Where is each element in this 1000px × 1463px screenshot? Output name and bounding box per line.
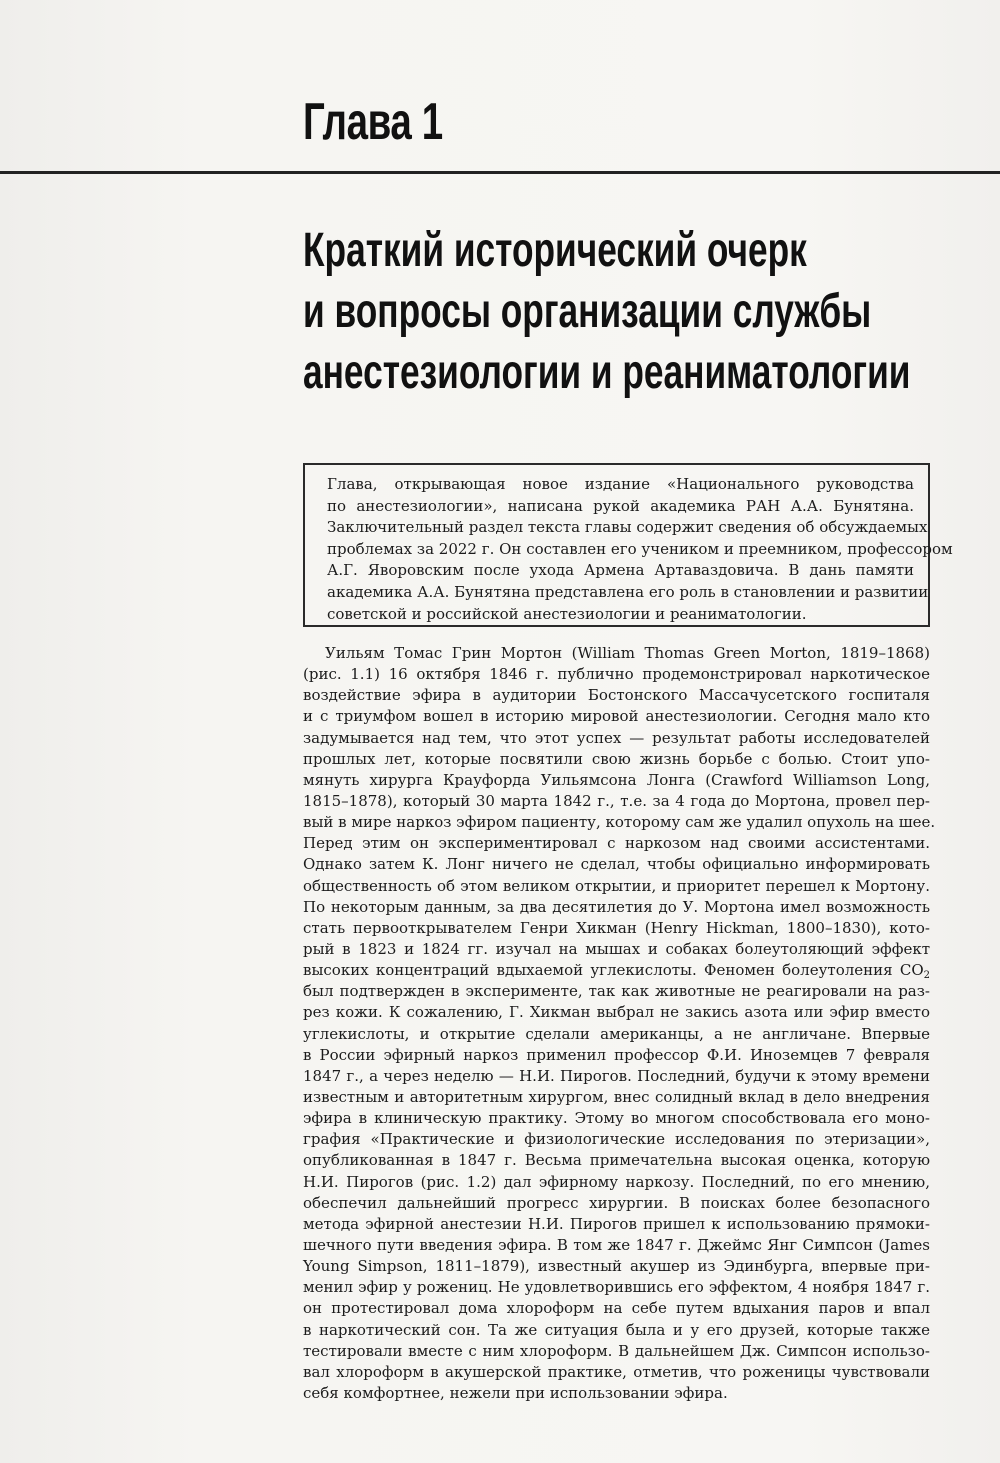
- body-paragraph: [303, 643, 936, 1404]
- chapter-title-line: анестезиологии и реаниматологии: [303, 346, 911, 399]
- abstract-line: А.Г. Яворовским после ухода Армена Артаваздовича. В дань памяти: [327, 561, 914, 580]
- body-line: тестировали вместе с ним хлороформ. В дальнейшем Дж. Симпсон использо-: [303, 1341, 930, 1360]
- body-line: вал хлороформ в акушерской практике, отметив, что роженицы чувствовали: [303, 1362, 930, 1381]
- body-line: мянуть хирурга Крауфорда Уильямсона Лонга (Crawford Williamson Long,: [303, 770, 930, 789]
- abstract-line: по анестезиологии», написана рукой академика РАН А.А. Бунятяна.: [327, 496, 914, 515]
- body-line: Young Simpson, 1811–1879), известный акушер из Эдинбурга, впервые при-: [303, 1257, 930, 1276]
- abstract-line: советской и российской анестезиологии и реаниматологии.: [327, 604, 807, 623]
- chapter-abstract-box: [303, 463, 953, 627]
- body-line: графия «Практические и физиологические исследования по этеризации»,: [303, 1130, 930, 1149]
- abstract-line: Глава, открывающая новое издание «Национального руководства: [327, 475, 914, 493]
- body-line: углекислоты, и открытие сделали американцы, а не англичане. Впервые: [303, 1024, 930, 1043]
- abstract-line: Заключительный раздел текста главы содержит сведения об обсуждаемых: [327, 518, 928, 537]
- body-line: воздействие эфира в аудитории Бостонского Массачусетского госпиталя: [303, 686, 930, 705]
- body-line: был подтвержден в эксперименте, так как животные не реагировали на раз-: [303, 982, 930, 1001]
- body-line: Н.И. Пирогов (рис. 1.2) дал эфирному наркозу. Последний, по его мнению,: [303, 1172, 930, 1191]
- body-line-text: высоких концентраций вдыхаемой углекислоты. Феномен болеутоления CO: [303, 961, 924, 980]
- abstract-line: проблемах за 2022 г. Он составлен его учеником и преемником, профессором: [327, 539, 953, 558]
- body-line: прошлых лет, которые посвятили свою жизнь борьбе с болью. Стоит упо-: [303, 749, 930, 768]
- body-line: в наркотический сон. Та же ситуация была и у его друзей, которые также: [303, 1320, 930, 1339]
- chapter-title-line: Краткий исторический очерк: [303, 224, 807, 277]
- body-line: По некоторым данным, за два десятилетия до У. Мортона имел возможность: [303, 897, 930, 916]
- chapter-title-line: и вопросы организации службы: [303, 285, 872, 338]
- body-line: метода эфирной анестезии Н.И. Пирогов пришел к использованию прямоки-: [303, 1214, 930, 1233]
- body-line: общественность об этом великом открытии, и приоритет перешел к Мортону.: [303, 876, 930, 895]
- body-line: менил эфир у рожениц. Не удовлетворившись его эффектом, 4 ноября 1847 г.: [303, 1278, 930, 1297]
- body-line: рез кожи. К сожалению, Г. Хикман выбрал не закись азота или эфир вместо: [303, 1003, 930, 1022]
- body-line: рый в 1823 и 1824 гг. изучал на мышах и собаках болеутоляющий эффект: [303, 939, 930, 958]
- body-line: себя комфортнее, нежели при использовании эфира.: [303, 1383, 728, 1402]
- co2-subscript: 2: [923, 970, 930, 982]
- body-line: и с триумфом вошел в историю мировой анестезиологии. Сегодня мало кто: [303, 707, 930, 726]
- body-line: эфира в клиническую практику. Этому во многом способствовала его моно-: [303, 1109, 930, 1128]
- chapter-title: [303, 220, 910, 403]
- body-line: он протестировал дома хлороформ на себе путем вдыхания паров и впал: [303, 1299, 930, 1318]
- body-line: шечного пути введения эфира. В том же 1847 г. Джеймс Янг Симпсон (James: [303, 1235, 930, 1254]
- body-line: задумывается над тем, что этот успех — результат работы исследователей: [303, 728, 930, 747]
- body-line-co2: [303, 960, 930, 981]
- chapter-divider: [0, 171, 1000, 174]
- body-line: 1847 г., а через неделю — Н.И. Пирогов. Последний, будучи к этому времени: [303, 1066, 930, 1085]
- body-line: опубликованная в 1847 г. Весьма примечательна высокая оценка, которую: [303, 1151, 930, 1170]
- body-line: стать первооткрывателем Генри Хикман (Henry Hickman, 1800–1830), кото-: [303, 918, 930, 937]
- body-line: Однако затем К. Лонг ничего не сделал, чтобы официально информировать: [303, 855, 930, 874]
- chapter-label: Глава 1: [303, 93, 443, 151]
- body-line: Перед этим он экспериментировал с наркозом над своими ассистентами.: [303, 834, 930, 853]
- body-line: в России эфирный наркоз применил профессор Ф.И. Иноземцев 7 февраля: [303, 1045, 930, 1064]
- body-line: вый в мире наркоз эфиром пациенту, которому сам же удалил опухоль на шее.: [303, 813, 936, 832]
- body-line: Уильям Томас Грин Мортон (William Thomas Green Morton, 1819–1868): [325, 644, 930, 662]
- body-line: известным и авторитетным хирургом, внес солидный вклад в дело внедрения: [303, 1087, 930, 1106]
- body-line: 1815–1878), который 30 марта 1842 г., т.е. за 4 года до Мортона, провел пер-: [303, 791, 930, 810]
- body-line: обеспечил дальнейший прогресс хирургии. В поисках более безопасного: [303, 1193, 930, 1212]
- abstract-line: академика А.А. Бунятяна представлена его роль в становлении и развитии: [327, 582, 929, 601]
- body-line: (рис. 1.1) 16 октября 1846 г. публично продемонстрировал наркотическое: [303, 665, 930, 684]
